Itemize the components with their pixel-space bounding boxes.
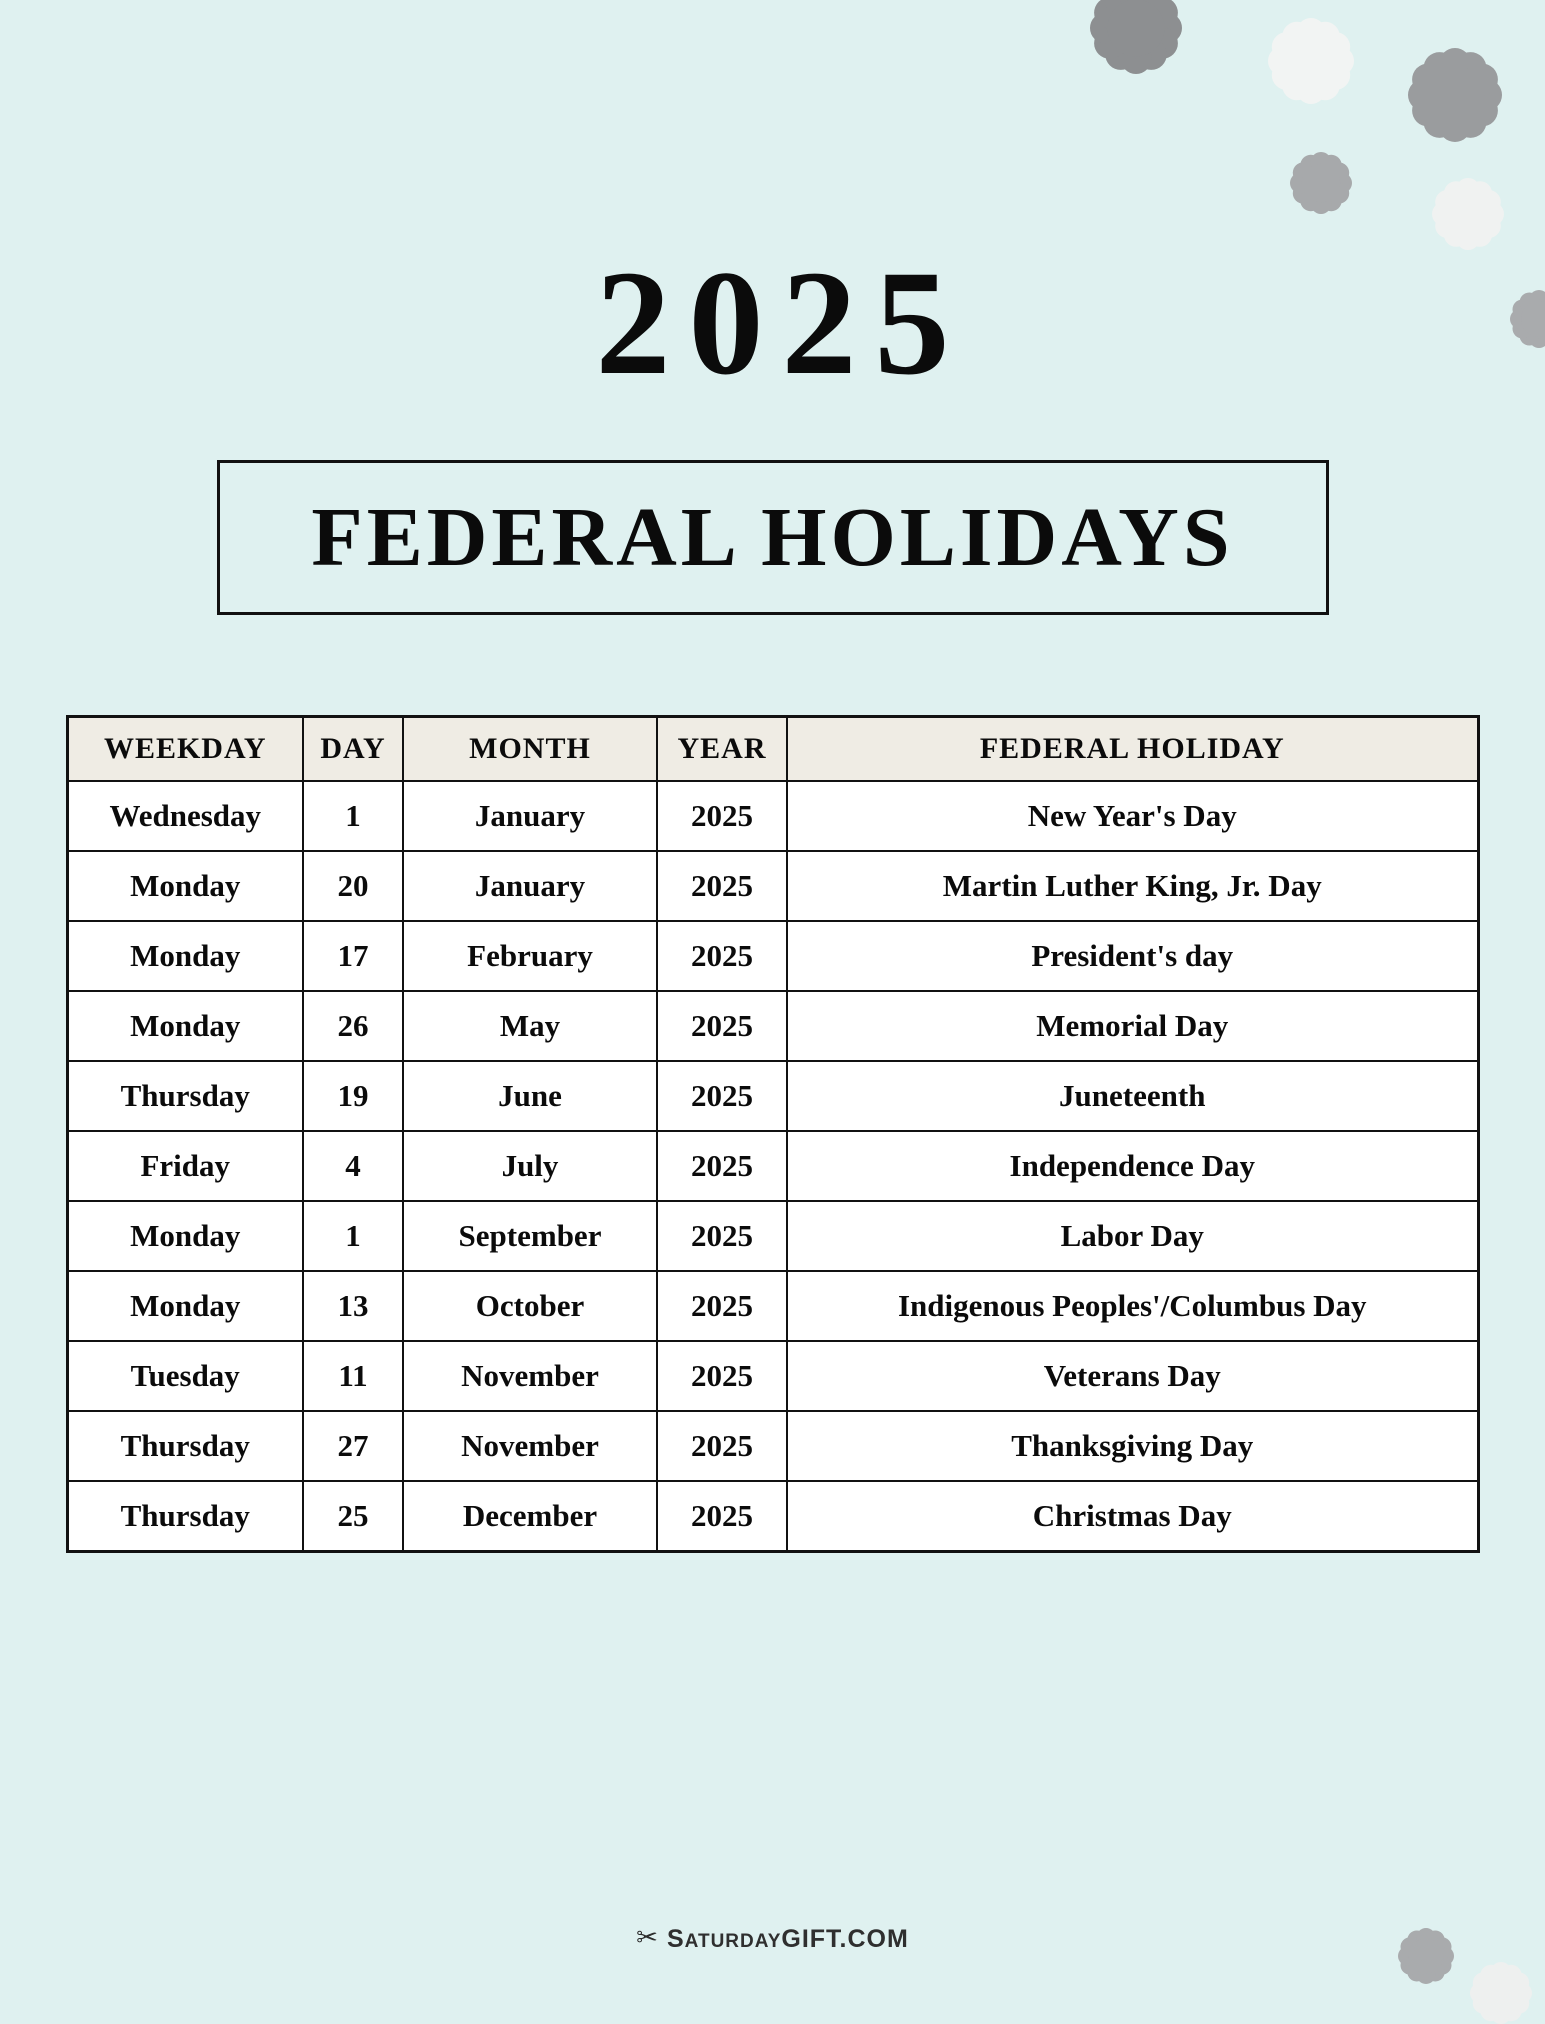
column-header-holiday: FEDERAL HOLIDAY bbox=[787, 717, 1478, 782]
cell-month-10: December bbox=[403, 1481, 657, 1552]
cell-day-4: 19 bbox=[303, 1061, 403, 1131]
cell-holiday-2: President's day bbox=[787, 921, 1478, 991]
table-row bbox=[67, 1061, 1478, 1131]
cell-year-10: 2025 bbox=[657, 1481, 787, 1552]
cell-holiday-3: Memorial Day bbox=[787, 991, 1478, 1061]
cell-holiday-10: Christmas Day bbox=[787, 1481, 1478, 1552]
cell-month-0: January bbox=[403, 781, 657, 851]
cell-weekday-8: Tuesday bbox=[67, 1341, 303, 1411]
column-header-weekday: WEEKDAY bbox=[67, 717, 303, 782]
cell-weekday-6: Monday bbox=[67, 1201, 303, 1271]
table-row bbox=[67, 1411, 1478, 1481]
page-title-box bbox=[217, 460, 1329, 615]
table-row bbox=[67, 851, 1478, 921]
cell-day-1: 20 bbox=[303, 851, 403, 921]
table-row bbox=[67, 1201, 1478, 1271]
cell-year-5: 2025 bbox=[657, 1131, 787, 1201]
cell-holiday-6: Labor Day bbox=[787, 1201, 1478, 1271]
page-year-title: 2025 bbox=[595, 240, 968, 406]
column-header-month: MONTH bbox=[403, 717, 657, 782]
cell-holiday-8: Veterans Day bbox=[787, 1341, 1478, 1411]
table-row bbox=[67, 991, 1478, 1061]
cell-year-4: 2025 bbox=[657, 1061, 787, 1131]
cell-weekday-7: Monday bbox=[67, 1271, 303, 1341]
table-row bbox=[67, 1131, 1478, 1201]
cell-weekday-5: Friday bbox=[67, 1131, 303, 1201]
cell-day-0: 1 bbox=[303, 781, 403, 851]
page-title: FEDERAL HOLIDAYS bbox=[311, 490, 1234, 584]
cell-day-5: 4 bbox=[303, 1131, 403, 1201]
table-row bbox=[67, 1341, 1478, 1411]
table-body bbox=[67, 781, 1478, 1552]
table-row bbox=[67, 1271, 1478, 1341]
cell-year-6: 2025 bbox=[657, 1201, 787, 1271]
cell-day-6: 1 bbox=[303, 1201, 403, 1271]
cell-month-3: May bbox=[403, 991, 657, 1061]
brand-rest: ATURDAY bbox=[684, 1931, 782, 1952]
cell-month-6: September bbox=[403, 1201, 657, 1271]
cell-holiday-1: Martin Luther King, Jr. Day bbox=[787, 851, 1478, 921]
table-row bbox=[67, 1481, 1478, 1552]
cell-month-8: November bbox=[403, 1341, 657, 1411]
cell-year-8: 2025 bbox=[657, 1341, 787, 1411]
column-header-year: YEAR bbox=[657, 717, 787, 782]
cell-year-3: 2025 bbox=[657, 991, 787, 1061]
table-row bbox=[67, 921, 1478, 991]
cell-weekday-0: Wednesday bbox=[67, 781, 303, 851]
cell-weekday-10: Thursday bbox=[67, 1481, 303, 1552]
table-header-row bbox=[67, 717, 1478, 782]
cell-weekday-2: Monday bbox=[67, 921, 303, 991]
cell-year-9: 2025 bbox=[657, 1411, 787, 1481]
brand-tail: GIFT.COM bbox=[781, 1925, 909, 1953]
column-header-day: DAY bbox=[303, 717, 403, 782]
cell-weekday-3: Monday bbox=[67, 991, 303, 1061]
cell-year-7: 2025 bbox=[657, 1271, 787, 1341]
federal-holidays-table bbox=[66, 715, 1480, 1553]
brand-initial: S bbox=[666, 1925, 685, 1953]
cell-month-5: July bbox=[403, 1131, 657, 1201]
cell-month-2: February bbox=[403, 921, 657, 991]
cell-month-1: January bbox=[403, 851, 657, 921]
cell-holiday-0: New Year's Day bbox=[787, 781, 1478, 851]
cell-year-2: 2025 bbox=[657, 921, 787, 991]
cell-day-10: 25 bbox=[303, 1481, 403, 1552]
cell-weekday-1: Monday bbox=[67, 851, 303, 921]
cell-month-9: November bbox=[403, 1411, 657, 1481]
cell-holiday-5: Independence Day bbox=[787, 1131, 1478, 1201]
cell-holiday-7: Indigenous Peoples'/Columbus Day bbox=[787, 1271, 1478, 1341]
table-row bbox=[67, 781, 1478, 851]
cell-month-7: October bbox=[403, 1271, 657, 1341]
cell-weekday-9: Thursday bbox=[67, 1411, 303, 1481]
cell-year-1: 2025 bbox=[657, 851, 787, 921]
cell-holiday-4: Juneteenth bbox=[787, 1061, 1478, 1131]
cell-day-9: 27 bbox=[303, 1411, 403, 1481]
cell-day-3: 26 bbox=[303, 991, 403, 1061]
holidays-table-wrapper bbox=[66, 715, 1480, 1553]
cell-weekday-4: Thursday bbox=[67, 1061, 303, 1131]
cell-year-0: 2025 bbox=[657, 781, 787, 851]
footer-branding bbox=[0, 1922, 1545, 1954]
scissors-icon: ✂ bbox=[636, 1922, 658, 1952]
cell-day-2: 17 bbox=[303, 921, 403, 991]
cell-month-4: June bbox=[403, 1061, 657, 1131]
cell-day-7: 13 bbox=[303, 1271, 403, 1341]
flower-white-bottom bbox=[1470, 1962, 1532, 2024]
brand-text bbox=[667, 1925, 909, 1954]
cell-holiday-9: Thanksgiving Day bbox=[787, 1411, 1478, 1481]
table-header bbox=[67, 717, 1478, 782]
cell-day-8: 11 bbox=[303, 1341, 403, 1411]
